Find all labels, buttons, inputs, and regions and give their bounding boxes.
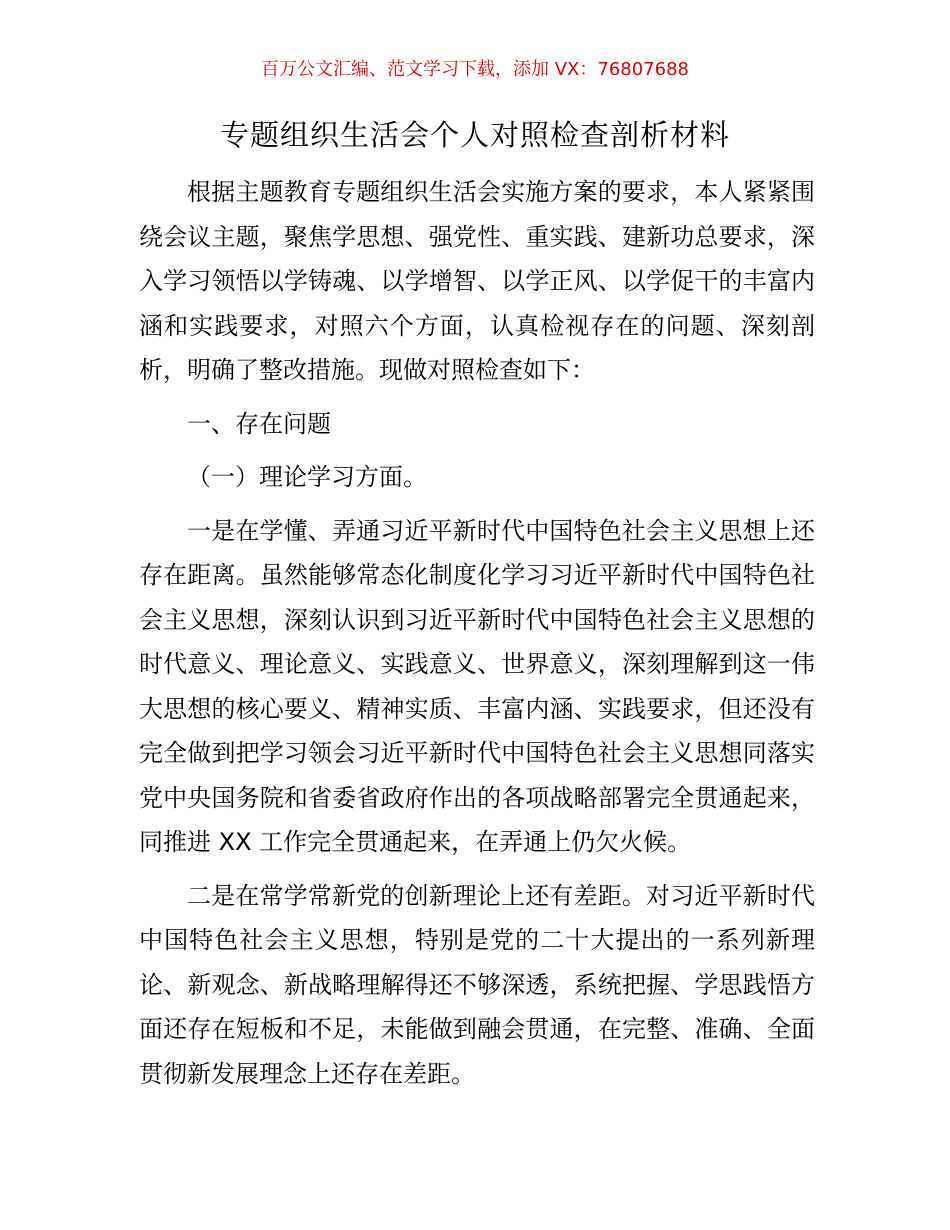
document-body (139, 170, 815, 1105)
subsection-heading-theory-study: （一）理论学习方面。 (187, 463, 427, 491)
section-heading-problems: 一、存在问题 (187, 409, 331, 438)
paragraph-point-two: 二是在常学常新党的创新理论上还有差距。对习近平新时代中国特色社会主义思想，特别是党的二十大提出的一系列新理论、新观念、新战略理解得还不够深透，系统把握、学思践悟方面还存在短板和不足，未能做到融会贯通，在完整、准确、全面贯彻新发展理念上还存在差距。 (139, 881, 815, 1088)
intro-paragraph: 根据主题教育专题组织生活会实施方案的要求，本人紧紧围绕会议主题，聚焦学思想、强党性、重实践、建新功总要求，深入学习领悟以学铸魂、以学增智、以学正风、以学促干的丰富内涵和实践要求，对照六个方面，认真检视存在的问题、深刻剖析，明确了整改措施。现做对照检查如下： (139, 178, 815, 384)
paragraph-point-one: 一是在学懂、弄通习近平新时代中国特色社会主义思想上还存在距离。虽然能够常态化制度化学习习近平新时代中国特色社会主义思想，深刻认识到习近平新时代中国特色社会主义思想的时代意义、理论意义、实践意义、世界意义，深刻理解到这一伟大思想的核心要义、精神实质、丰富内涵、实践要求，但还没有完全做到把学习领会习近平新时代中国特色社会主义思想同落实党中央国务院和省委省政府作出的各项战略部署完全贯通起来，同推进 XX 工作完全贯通起来，在弄通上仍欠火候。 (139, 516, 815, 856)
document-title: 专题组织生活会个人对照检查剖析材料 (219, 118, 730, 152)
header-promo-note: 百万公文汇编、范文学习下载，添加 VX：76807688 (261, 59, 689, 80)
